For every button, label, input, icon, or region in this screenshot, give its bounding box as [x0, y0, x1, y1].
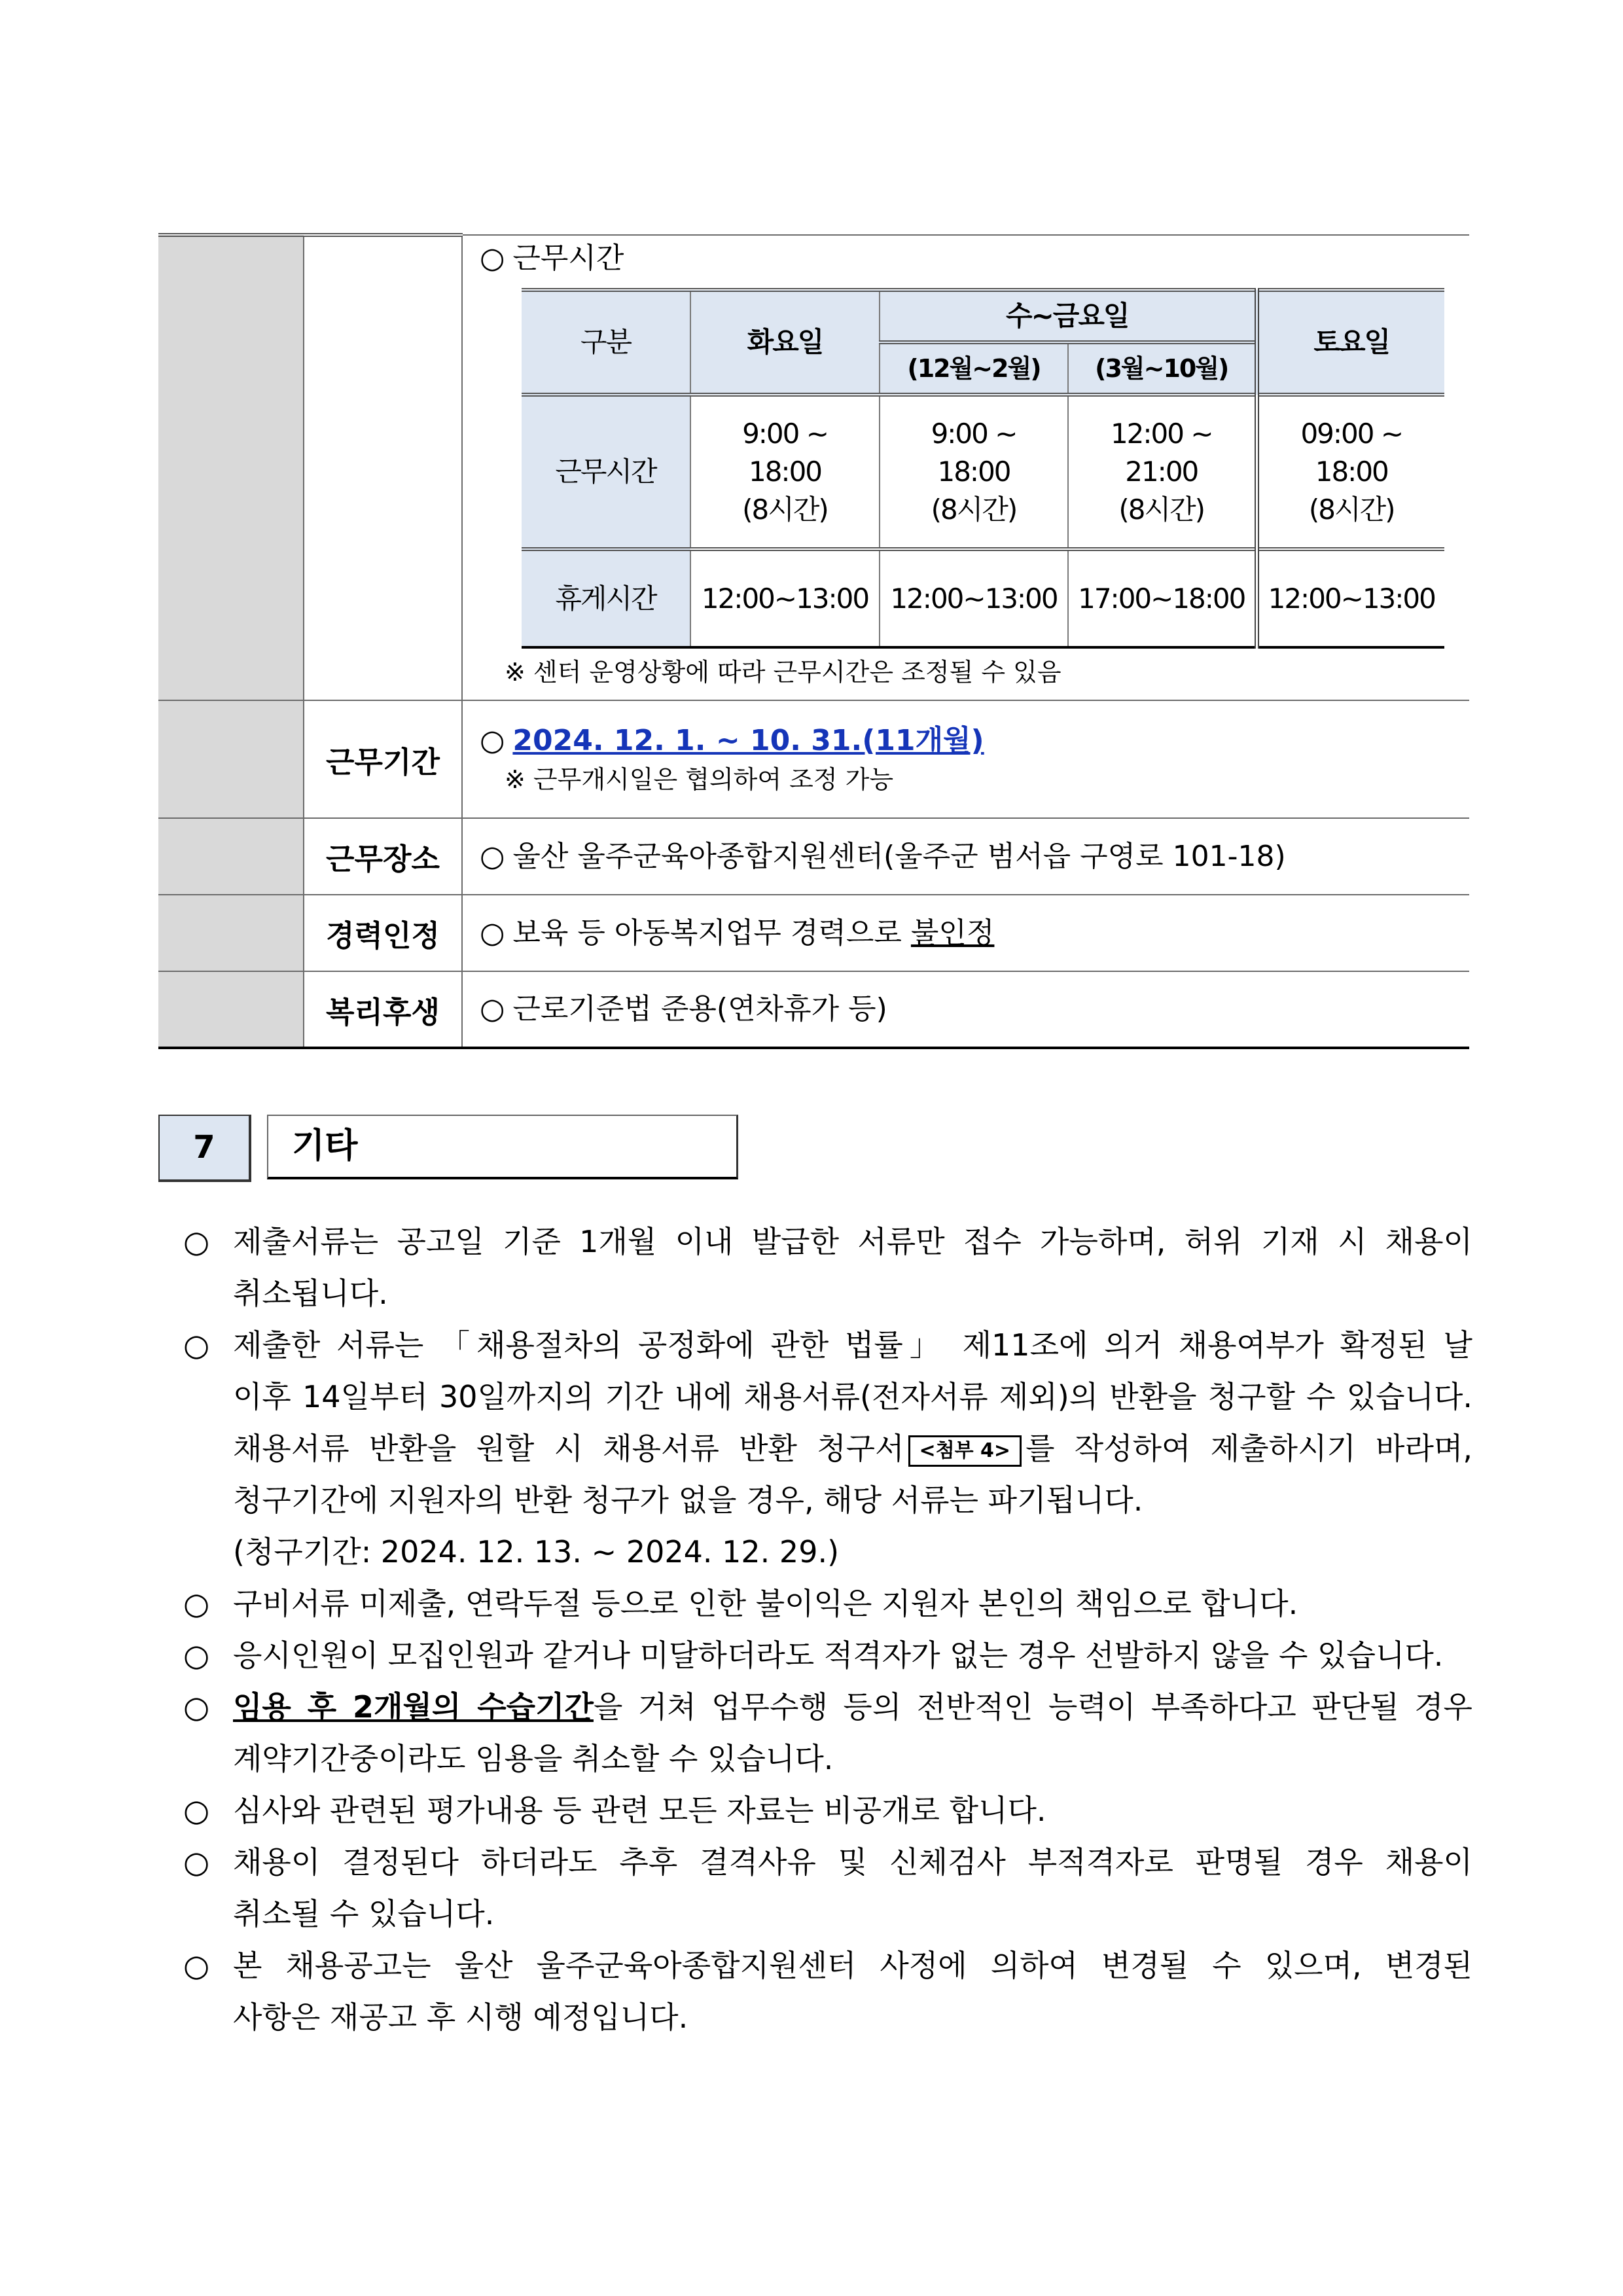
period-note: ※ 근무개시일은 협의하여 조정 가능 [505, 765, 894, 794]
list-item: ○ 응시인원이 모집인원과 같거나 미달하더라도 적격자가 없는 경우 선발하지 않을 수 있습니다. [183, 1638, 1444, 1673]
section-label-cell [158, 235, 304, 700]
work-hours-cell [462, 235, 1469, 700]
place-label: 근무장소 [304, 818, 462, 895]
list-item: ○ 제출한 서류는 「채용절차의 공정화에 관한 법률」 제11조에 의거 채용여부가 확정된 날 이후 14일부터 30일까지의 기간 내에 채용서류(전자서류 제외)의 반환을 청구할 수 있습니다. 채용서류 반환을 원할 시 채용서류 반환 청구서 <첨부 4> 를 작성하여 제출하시기 바라며, 청구기간에 지원자의 반환 청구가 없을 경우, 해당 서류는 파기됩니다. (청구기간: 2024. 12. 13. ~ 2024. 12. 29.) [183, 1327, 1472, 1570]
header-saturday: 토요일 [1257, 290, 1444, 395]
work-winter: 9:00 ~ 18:00 (8시간) [880, 395, 1068, 549]
break-winter: 12:00~13:00 [880, 549, 1068, 647]
work-hours-note: ※ 센터 운영상황에 따라 근무시간은 조정될 수 있음 [505, 658, 1061, 687]
attachment-tag: <첨부 4> [908, 1435, 1022, 1467]
list-item: ○ 본 채용공고는 울산 울주군육아종합지원센터 사정에 의하여 변경될 수 있으며, 변경된 사항은 재공고 후 시행 예정입니다. [183, 1948, 1472, 2035]
career-value: 보육 등 아동복지업무 경력으로 [512, 916, 902, 950]
work-summer: 12:00 ~ 21:00 (8시간) [1068, 395, 1257, 549]
work-schedule-table [522, 288, 1444, 649]
career-value-underlined: 불인정 [910, 916, 995, 950]
work-tuesday: 9:00 ~ 18:00 (8시간) [690, 395, 880, 549]
section7-body [183, 1216, 1472, 2043]
bullet-circle: ○ [480, 242, 505, 275]
conditions-table [158, 233, 1469, 1049]
list-item: ○ 임용 후 2개월의 수습기간을 거쳐 업무수행 등의 전반적인 능력이 부족하다고 판단될 경우 계약기간중이라도 임용을 취소할 수 있습니다. [183, 1689, 1472, 1776]
work-saturday: 09:00 ~ 18:00 (8시간) [1257, 395, 1444, 549]
header-summer: (3월~10월) [1068, 342, 1257, 395]
welfare-label: 복리후생 [304, 971, 462, 1048]
row-label-empty [304, 235, 462, 700]
break-summer: 17:00~18:00 [1068, 549, 1257, 647]
header-winter: (12월~2월) [880, 342, 1068, 395]
place-cell: ○ 울산 울주군육아종합지원센터(울주군 범서읍 구영로 101-18) [462, 818, 1469, 895]
break-tuesday: 12:00~13:00 [690, 549, 880, 647]
place-value: 울산 울주군육아종합지원센터(울주군 범서읍 구영로 101-18) [512, 839, 1286, 873]
welfare-value: 근로기준법 준용(연차휴가 등) [512, 992, 887, 1026]
period-label: 근무기간 [304, 700, 462, 818]
period-value: 2024. 12. 1. ~ 10. 31.(11개월) [512, 724, 984, 757]
break-saturday: 12:00~13:00 [1257, 549, 1444, 647]
list-item: ○ 제출서류는 공고일 기준 1개월 이내 발급한 서류만 접수 가능하며, 허위 기재 시 채용이 취소됩니다. [183, 1224, 1472, 1311]
list-item: ○ 심사와 관련된 평가내용 등 관련 모든 자료는 비공개로 합니다. [183, 1793, 1046, 1828]
row-label-break: 휴게시간 [522, 549, 690, 647]
career-cell: ○ 보육 등 아동복지업무 경력으로 불인정 [462, 895, 1469, 971]
header-gubun: 구분 [522, 290, 690, 395]
section-number: 7 [158, 1115, 251, 1182]
header-wed-fri: 수~금요일 [880, 290, 1257, 342]
work-hours-heading: 근무시간 [512, 242, 624, 275]
period-cell: ○ 2024. 12. 1. ~ 10. 31.(11개월) ※ 근무개시일은 협의하여 조정 가능 [462, 700, 1469, 818]
row-label-work: 근무시간 [522, 395, 690, 549]
list-item: ○ 구비서류 미제출, 연락두절 등으로 인한 불이익은 지원자 본인의 책임으로 합니다. [183, 1586, 1298, 1621]
welfare-cell: ○ 근로기준법 준용(연차휴가 등) [462, 971, 1469, 1048]
career-label: 경력인정 [304, 895, 462, 971]
list-item: ○ 채용이 결정된다 하더라도 추후 결격사유 및 신체검사 부적격자로 판명될 경우 채용이 취소될 수 있습니다. [183, 1844, 1472, 1931]
section-title: 기타 [267, 1115, 738, 1179]
probation-emphasis: 임용 후 2개월의 수습기간 [233, 1689, 594, 1725]
header-tuesday: 화요일 [690, 290, 880, 395]
